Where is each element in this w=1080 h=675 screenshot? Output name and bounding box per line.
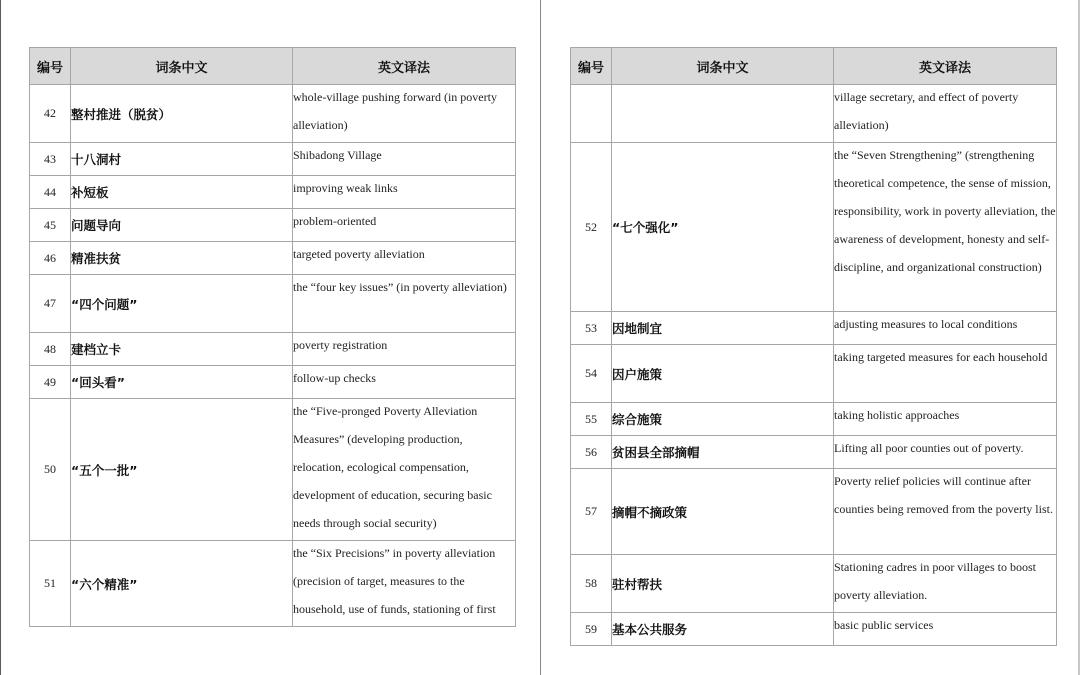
entry-chinese-term: 十八洞村	[71, 143, 293, 176]
entry-english-translation	[834, 555, 1057, 613]
entry-english-translation	[293, 176, 516, 209]
entry-chinese-term: 摘帽不摘政策	[612, 469, 834, 555]
entry-english-text: whole-village pushing forward (in poverty alleviation)	[293, 90, 497, 132]
entry-chinese-term: 驻村帮扶	[612, 555, 834, 613]
entry-english-text: Poverty relief policies will continue after counties being removed from the poverty list.	[834, 474, 1053, 516]
entry-english-translation	[293, 541, 516, 627]
entry-english-translation	[834, 469, 1057, 555]
entry-number: 55	[571, 403, 612, 436]
entry-english-text: the “Seven Strengthening” (strengthening theoretical competence, the sense of mission, responsibility, work in poverty alleviation, the awareness of development, honesty and self-discipline, and organizational construction)	[834, 148, 1056, 274]
entry-number: 46	[30, 242, 71, 275]
entry-english-translation	[834, 143, 1057, 312]
entry-english-translation	[293, 242, 516, 275]
header-number: 编号	[571, 48, 612, 85]
table-row	[571, 345, 1057, 403]
header-chinese-term: 词条中文	[612, 48, 834, 85]
table-row	[571, 143, 1057, 312]
header-number: 编号	[30, 48, 71, 85]
entry-english-translation	[834, 436, 1057, 469]
entry-english-text: the “Five-pronged Poverty Alleviation Measures” (developing production, relocation, ecological compensation, development of education, securing basic needs through social security)	[293, 404, 492, 530]
entry-chinese-term: 整村推进（脱贫）	[71, 85, 293, 143]
table-header-row	[571, 48, 1057, 85]
header-english-translation: 英文译法	[834, 48, 1057, 85]
entry-english-text: the “Six Precisions” in poverty alleviation (precision of target, measures to the household, use of funds, stationing of first	[293, 546, 496, 616]
glossary-table-left	[29, 47, 516, 627]
entry-chinese-term: 因户施策	[612, 345, 834, 403]
table-row	[571, 613, 1057, 646]
entry-chinese-term: 综合施策	[612, 403, 834, 436]
table-row	[571, 85, 1057, 143]
entry-chinese-term: 建档立卡	[71, 333, 293, 366]
entry-chinese-term: 问题导向	[71, 209, 293, 242]
entry-number: 44	[30, 176, 71, 209]
entry-english-text: taking holistic approaches	[834, 408, 960, 422]
entry-chinese-term	[612, 85, 834, 143]
entry-english-translation	[293, 275, 516, 333]
entry-english-translation	[834, 312, 1057, 345]
header-chinese-term: 词条中文	[71, 48, 293, 85]
entry-chinese-term: “七个强化”	[612, 143, 834, 312]
entry-number: 47	[30, 275, 71, 333]
entry-english-translation	[834, 613, 1057, 646]
entry-english-text: targeted poverty alleviation	[293, 247, 425, 261]
entry-english-text: taking targeted measures for each household	[834, 350, 1048, 364]
entry-number: 53	[571, 312, 612, 345]
header-english-translation: 英文译法	[293, 48, 516, 85]
entry-number: 51	[30, 541, 71, 627]
table-row	[30, 85, 516, 143]
entry-number: 42	[30, 85, 71, 143]
table-row	[571, 469, 1057, 555]
entry-number: 54	[571, 345, 612, 403]
entry-number	[571, 85, 612, 143]
entry-english-translation	[293, 209, 516, 242]
entry-english-translation	[293, 85, 516, 143]
entry-english-text: follow-up checks	[293, 371, 376, 385]
entry-number: 49	[30, 366, 71, 399]
entry-english-translation	[293, 143, 516, 176]
table-row	[30, 209, 516, 242]
entry-chinese-term: 贫困县全部摘帽	[612, 436, 834, 469]
table-row	[571, 403, 1057, 436]
entry-number: 45	[30, 209, 71, 242]
glossary-table-right	[570, 47, 1057, 646]
table-row	[571, 436, 1057, 469]
table-row	[30, 275, 516, 333]
entry-english-text: Shibadong Village	[293, 148, 382, 162]
entry-chinese-term: “回头看”	[71, 366, 293, 399]
entry-english-translation	[834, 85, 1057, 143]
entry-english-text: basic public services	[834, 618, 934, 632]
entry-english-text: Lifting all poor counties out of poverty.	[834, 441, 1024, 455]
entry-english-text: improving weak links	[293, 181, 398, 195]
entry-chinese-term: “五个一批”	[71, 399, 293, 541]
entry-chinese-term: 基本公共服务	[612, 613, 834, 646]
entry-english-translation	[834, 403, 1057, 436]
entry-number: 52	[571, 143, 612, 312]
table-row	[30, 366, 516, 399]
entry-number: 59	[571, 613, 612, 646]
entry-number: 43	[30, 143, 71, 176]
entry-english-text: village secretary, and effect of poverty alleviation)	[834, 90, 1019, 132]
entry-english-text: poverty registration	[293, 338, 388, 352]
table-row	[30, 143, 516, 176]
entry-english-text: the “four key issues” (in poverty alleviation)	[293, 280, 507, 294]
entry-chinese-term: 补短板	[71, 176, 293, 209]
entry-chinese-term: “四个问题”	[71, 275, 293, 333]
table-row	[571, 555, 1057, 613]
entry-chinese-term: 精准扶贫	[71, 242, 293, 275]
entry-number: 57	[571, 469, 612, 555]
entry-english-translation	[293, 333, 516, 366]
table-row	[30, 333, 516, 366]
entry-number: 50	[30, 399, 71, 541]
entry-number: 58	[571, 555, 612, 613]
entry-english-translation	[293, 366, 516, 399]
table-row	[30, 541, 516, 627]
entry-english-text: Stationing cadres in poor villages to boost poverty alleviation.	[834, 560, 1036, 602]
table-header-row	[30, 48, 516, 85]
entry-english-text: adjusting measures to local conditions	[834, 317, 1018, 331]
entry-number: 48	[30, 333, 71, 366]
entry-number: 56	[571, 436, 612, 469]
table-row	[571, 312, 1057, 345]
table-row	[30, 176, 516, 209]
page-divider	[540, 0, 541, 675]
table-row	[30, 399, 516, 541]
entry-english-text: problem-oriented	[293, 214, 377, 228]
page-edge-left	[0, 0, 1, 675]
entry-chinese-term: “六个精准”	[71, 541, 293, 627]
table-row	[30, 242, 516, 275]
entry-english-translation	[834, 345, 1057, 403]
entry-chinese-term: 因地制宜	[612, 312, 834, 345]
entry-english-translation	[293, 399, 516, 541]
